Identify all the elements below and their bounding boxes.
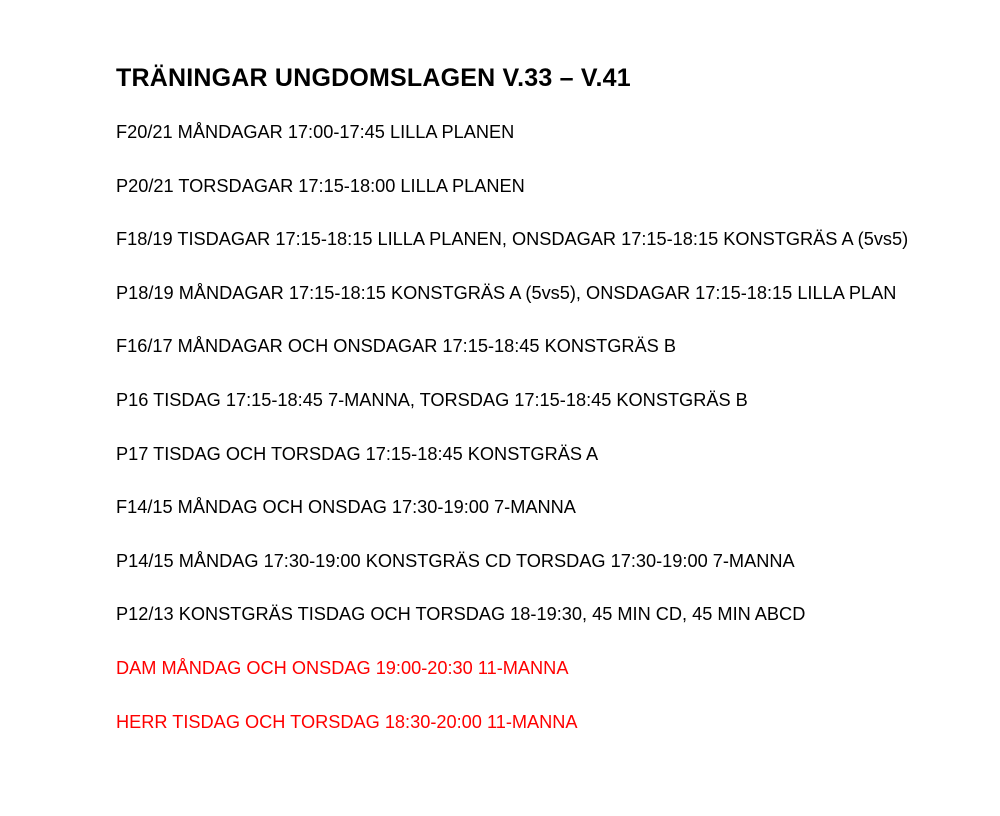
schedule-line: P17 TISDAG OCH TORSDAG 17:15-18:45 KONSTGRÄS A — [116, 443, 599, 464]
schedule-line: P16 TISDAG 17:15-18:45 7-MANNA, TORSDAG 17:15-18:45 KONSTGRÄS B — [116, 389, 748, 410]
schedule-line-highlighted: HERR TISDAG OCH TORSDAG 18:30-20:00 11-MANNA — [116, 711, 578, 732]
schedule-line: P18/19 MÅNDAGAR 17:15-18:15 KONSTGRÄS A (5vs5), ONSDAGAR 17:15-18:15 LILLA PLAN — [116, 282, 897, 303]
schedule-line: P14/15 MÅNDAG 17:30-19:00 KONSTGRÄS CD TORSDAG 17:30-19:00 7-MANNA — [116, 550, 795, 571]
schedule-line: P12/13 KONSTGRÄS TISDAG OCH TORSDAG 18-19:30, 45 MIN CD, 45 MIN ABCD — [116, 604, 806, 625]
schedule-line-highlighted: DAM MÅNDAG OCH ONSDAG 19:00-20:30 11-MANNA — [116, 657, 569, 678]
schedule-line: F16/17 MÅNDAGAR OCH ONSDAGAR 17:15-18:45 KONSTGRÄS B — [116, 336, 676, 357]
schedule-list — [116, 121, 986, 733]
page-title: TRÄNINGAR UNGDOMSLAGEN V.33 – V.41 — [116, 64, 631, 92]
schedule-line: F18/19 TISDAGAR 17:15-18:15 LILLA PLANEN, ONSDAGAR 17:15-18:15 KONSTGRÄS A (5vs5) — [116, 229, 909, 250]
training-schedule-document — [116, 62, 986, 764]
schedule-line: F20/21 MÅNDAGAR 17:00-17:45 LILLA PLANEN — [116, 122, 515, 142]
schedule-line: F14/15 MÅNDAG OCH ONSDAG 17:30-19:00 7-MANNA — [116, 497, 576, 518]
schedule-line: P20/21 TORSDAGAR 17:15-18:00 LILLA PLANEN — [116, 175, 525, 196]
